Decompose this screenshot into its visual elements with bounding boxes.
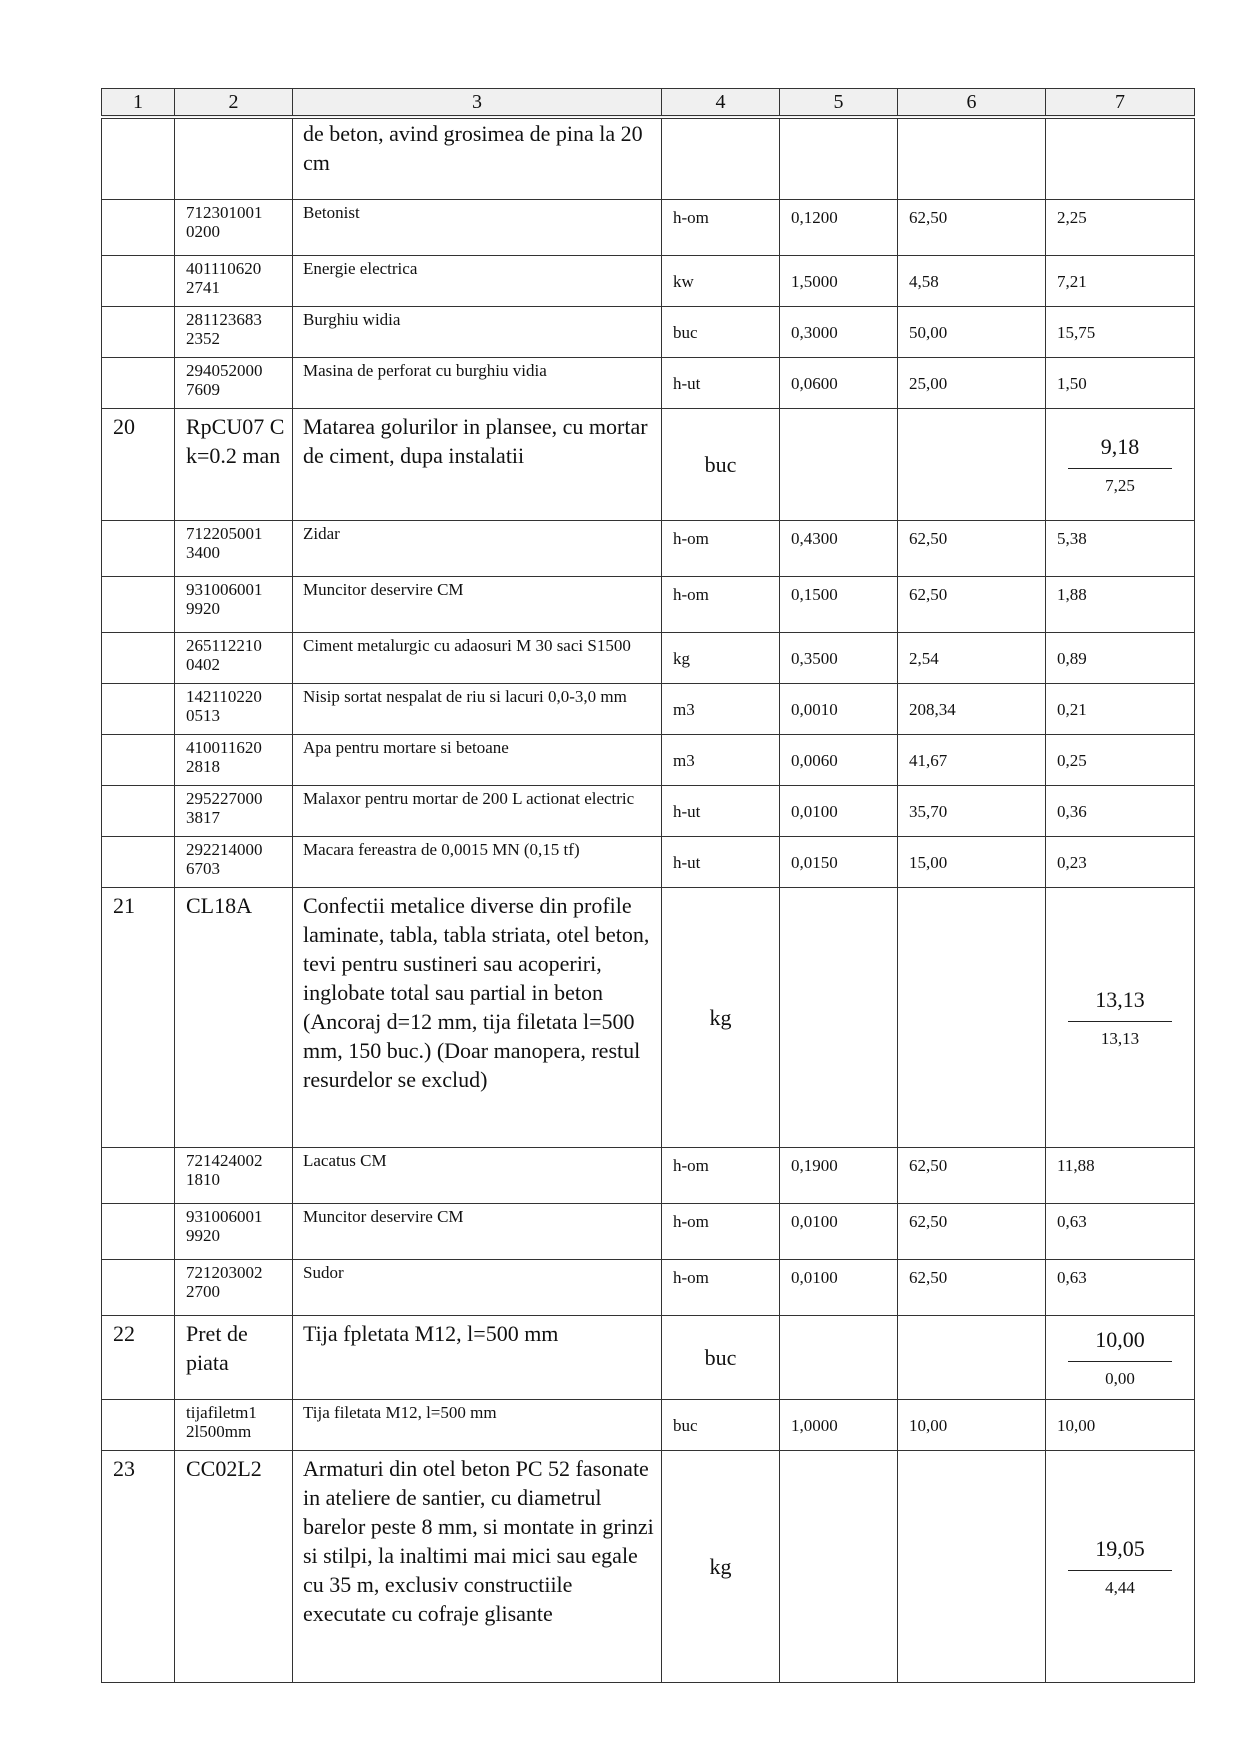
resource-quantity: 0,3000 bbox=[780, 307, 898, 358]
resource-unit-price: 62,50 bbox=[898, 200, 1046, 256]
article-total bbox=[1046, 1316, 1195, 1400]
resource-unit-price: 62,50 bbox=[898, 1260, 1046, 1316]
resource-row bbox=[102, 786, 1195, 837]
cell-empty bbox=[102, 1204, 175, 1260]
resource-unit-price: 35,70 bbox=[898, 786, 1046, 837]
resource-unit-price: 50,00 bbox=[898, 307, 1046, 358]
article-code: CL18A bbox=[175, 888, 293, 1148]
resource-unit: h-ut bbox=[662, 786, 780, 837]
resource-quantity: 0,0060 bbox=[780, 735, 898, 786]
resource-code: 294052000 7609 bbox=[175, 358, 293, 409]
cell-empty bbox=[102, 684, 175, 735]
resource-total: 15,75 bbox=[1046, 307, 1195, 358]
resource-quantity: 1,5000 bbox=[780, 256, 898, 307]
resource-code: 931006001 9920 bbox=[175, 1204, 293, 1260]
resource-total: 7,21 bbox=[1046, 256, 1195, 307]
cell-empty bbox=[102, 307, 175, 358]
article-row bbox=[102, 888, 1195, 1148]
resource-code: 292214000 6703 bbox=[175, 837, 293, 888]
cell-empty bbox=[102, 1400, 175, 1451]
resource-unit: h-ut bbox=[662, 358, 780, 409]
cell-empty bbox=[102, 735, 175, 786]
article-unit: buc bbox=[662, 409, 780, 521]
resource-total: 2,25 bbox=[1046, 200, 1195, 256]
resource-name: Malaxor pentru mortar de 200 L actionat electric bbox=[293, 786, 662, 837]
resource-code: 142110220 0513 bbox=[175, 684, 293, 735]
resource-quantity: 0,1500 bbox=[780, 577, 898, 633]
resource-quantity: 0,0600 bbox=[780, 358, 898, 409]
cell-empty bbox=[898, 1316, 1046, 1400]
article-description: Armaturi din otel beton PC 52 fasonate in ateliere de santier, cu diametrul barelor peste 8 mm, si montate in grinzi si stilpi, la inaltimi mai mici sau egale cu 35 m, exclusiv constructiile executate cu cofraje glisante bbox=[293, 1451, 662, 1683]
resource-total: 10,00 bbox=[1046, 1400, 1195, 1451]
resource-code: 265112210 0402 bbox=[175, 633, 293, 684]
article-number: 21 bbox=[102, 888, 175, 1148]
resource-name: Burghiu widia bbox=[293, 307, 662, 358]
resource-quantity: 0,3500 bbox=[780, 633, 898, 684]
total-value: 9,18 bbox=[1068, 432, 1172, 469]
resource-code: 721203002 2700 bbox=[175, 1260, 293, 1316]
resource-unit: h-ut bbox=[662, 837, 780, 888]
labour-value: 0,00 bbox=[1105, 1368, 1135, 1388]
estimate-table bbox=[101, 88, 1195, 1683]
resource-quantity: 0,0010 bbox=[780, 684, 898, 735]
resource-unit: h-om bbox=[662, 1148, 780, 1204]
col-header: 4 bbox=[662, 89, 780, 118]
total-fraction bbox=[1068, 985, 1172, 1050]
continuation-description: de beton, avind grosimea de pina la 20 cm bbox=[293, 117, 662, 200]
cell-empty bbox=[102, 117, 175, 200]
resource-unit-price: 62,50 bbox=[898, 1148, 1046, 1204]
article-row bbox=[102, 1316, 1195, 1400]
resource-total: 0,63 bbox=[1046, 1260, 1195, 1316]
article-unit: kg bbox=[662, 1451, 780, 1683]
resource-code: 721424002 1810 bbox=[175, 1148, 293, 1204]
resource-unit-price: 41,67 bbox=[898, 735, 1046, 786]
resource-code: 281123683 2352 bbox=[175, 307, 293, 358]
resource-unit: buc bbox=[662, 307, 780, 358]
resource-unit: m3 bbox=[662, 684, 780, 735]
resource-row bbox=[102, 1204, 1195, 1260]
resource-row bbox=[102, 684, 1195, 735]
cell-empty bbox=[780, 117, 898, 200]
cell-empty bbox=[898, 1451, 1046, 1683]
resource-total: 0,89 bbox=[1046, 633, 1195, 684]
resource-total: 0,36 bbox=[1046, 786, 1195, 837]
cell-empty bbox=[102, 521, 175, 577]
resource-unit-price: 4,58 bbox=[898, 256, 1046, 307]
resource-unit: h-om bbox=[662, 1204, 780, 1260]
resource-quantity: 0,0100 bbox=[780, 786, 898, 837]
resource-row bbox=[102, 735, 1195, 786]
resource-name: Ciment metalurgic cu adaosuri M 30 saci S1500 bbox=[293, 633, 662, 684]
resource-name: Energie electrica bbox=[293, 256, 662, 307]
resource-row bbox=[102, 1260, 1195, 1316]
resource-unit: buc bbox=[662, 1400, 780, 1451]
resource-quantity: 0,1900 bbox=[780, 1148, 898, 1204]
article-total bbox=[1046, 409, 1195, 521]
total-value: 10,00 bbox=[1068, 1325, 1172, 1362]
resource-name: Sudor bbox=[293, 1260, 662, 1316]
resource-unit-price: 2,54 bbox=[898, 633, 1046, 684]
resource-code: tijafiletm1 2l500mm bbox=[175, 1400, 293, 1451]
cell-empty bbox=[898, 409, 1046, 521]
cell-empty bbox=[102, 633, 175, 684]
resource-name: Lacatus CM bbox=[293, 1148, 662, 1204]
resource-total: 0,21 bbox=[1046, 684, 1195, 735]
cell-empty bbox=[102, 1148, 175, 1204]
resource-row bbox=[102, 521, 1195, 577]
resource-code: 401110620 2741 bbox=[175, 256, 293, 307]
resource-code: 712205001 3400 bbox=[175, 521, 293, 577]
resource-quantity: 0,0150 bbox=[780, 837, 898, 888]
resource-code: 295227000 3817 bbox=[175, 786, 293, 837]
resource-unit-price: 25,00 bbox=[898, 358, 1046, 409]
resource-total: 1,88 bbox=[1046, 577, 1195, 633]
article-unit: buc bbox=[662, 1316, 780, 1400]
continuation-row bbox=[102, 117, 1195, 200]
total-fraction bbox=[1068, 1534, 1172, 1599]
col-header: 1 bbox=[102, 89, 175, 118]
col-header: 5 bbox=[780, 89, 898, 118]
resource-unit-price: 10,00 bbox=[898, 1400, 1046, 1451]
article-description: Matarea golurilor in plansee, cu mortar de ciment, dupa instalatii bbox=[293, 409, 662, 521]
article-total bbox=[1046, 888, 1195, 1148]
resource-total: 0,25 bbox=[1046, 735, 1195, 786]
article-description: Tija fpletata M12, l=500 mm bbox=[293, 1316, 662, 1400]
resource-name: Tija filetata M12, l=500 mm bbox=[293, 1400, 662, 1451]
resource-unit-price: 208,34 bbox=[898, 684, 1046, 735]
resource-name: Apa pentru mortare si betoane bbox=[293, 735, 662, 786]
header-row bbox=[102, 89, 1195, 118]
resource-quantity: 0,1200 bbox=[780, 200, 898, 256]
cell-empty bbox=[102, 577, 175, 633]
resource-name: Muncitor deservire CM bbox=[293, 577, 662, 633]
cell-empty bbox=[175, 117, 293, 200]
resource-quantity: 0,0100 bbox=[780, 1204, 898, 1260]
cell-empty bbox=[102, 786, 175, 837]
resource-unit: h-om bbox=[662, 1260, 780, 1316]
resource-code: 712301001 0200 bbox=[175, 200, 293, 256]
article-unit: kg bbox=[662, 888, 780, 1148]
resource-unit-price: 62,50 bbox=[898, 577, 1046, 633]
total-value: 19,05 bbox=[1068, 1534, 1172, 1571]
resource-unit-price: 15,00 bbox=[898, 837, 1046, 888]
resource-unit: kg bbox=[662, 633, 780, 684]
cell-empty bbox=[780, 409, 898, 521]
resource-quantity: 0,4300 bbox=[780, 521, 898, 577]
resource-row bbox=[102, 1400, 1195, 1451]
labour-value: 4,44 bbox=[1105, 1577, 1135, 1597]
cell-empty bbox=[1046, 117, 1195, 200]
article-description: Confectii metalice diverse din profile laminate, tabla, tabla striata, otel beton, tevi pentru sustineri sau acoperiri, inglobate total sau partial in beton (Ancoraj d=12 mm, tija filetata l=500 mm, 150 buc.) (Doar manopera, restul resurdelor se exclud) bbox=[293, 888, 662, 1148]
cell-empty bbox=[662, 117, 780, 200]
cell-empty bbox=[102, 256, 175, 307]
article-number: 23 bbox=[102, 1451, 175, 1683]
article-code: RpCU07 C k=0.2 man bbox=[175, 409, 293, 521]
resource-code: 410011620 2818 bbox=[175, 735, 293, 786]
resource-total: 1,50 bbox=[1046, 358, 1195, 409]
article-row bbox=[102, 1451, 1195, 1683]
resource-code: 931006001 9920 bbox=[175, 577, 293, 633]
resource-row bbox=[102, 1148, 1195, 1204]
cell-empty bbox=[898, 117, 1046, 200]
resource-name: Nisip sortat nespalat de riu si lacuri 0,0-3,0 mm bbox=[293, 684, 662, 735]
total-fraction bbox=[1068, 1325, 1172, 1390]
cell-empty bbox=[898, 888, 1046, 1148]
resource-unit-price: 62,50 bbox=[898, 521, 1046, 577]
resource-row bbox=[102, 358, 1195, 409]
article-code: CC02L2 bbox=[175, 1451, 293, 1683]
resource-row bbox=[102, 307, 1195, 358]
resource-name: Zidar bbox=[293, 521, 662, 577]
cell-empty bbox=[780, 1316, 898, 1400]
total-value: 13,13 bbox=[1068, 985, 1172, 1022]
article-row bbox=[102, 409, 1195, 521]
resource-row bbox=[102, 256, 1195, 307]
article-code: Pret de piata bbox=[175, 1316, 293, 1400]
col-header: 7 bbox=[1046, 89, 1195, 118]
resource-name: Masina de perforat cu burghiu vidia bbox=[293, 358, 662, 409]
resource-row bbox=[102, 633, 1195, 684]
resource-unit: h-om bbox=[662, 577, 780, 633]
resource-unit-price: 62,50 bbox=[898, 1204, 1046, 1260]
resource-total: 0,63 bbox=[1046, 1204, 1195, 1260]
resource-unit: m3 bbox=[662, 735, 780, 786]
cell-empty bbox=[102, 837, 175, 888]
resource-quantity: 0,0100 bbox=[780, 1260, 898, 1316]
labour-value: 7,25 bbox=[1105, 475, 1135, 495]
resource-total: 5,38 bbox=[1046, 521, 1195, 577]
cell-empty bbox=[102, 1260, 175, 1316]
labour-value: 13,13 bbox=[1100, 1028, 1140, 1048]
resource-total: 11,88 bbox=[1046, 1148, 1195, 1204]
cell-empty bbox=[780, 1451, 898, 1683]
resource-name: Muncitor deservire CM bbox=[293, 1204, 662, 1260]
article-total bbox=[1046, 1451, 1195, 1683]
resource-unit: h-om bbox=[662, 521, 780, 577]
resource-name: Betonist bbox=[293, 200, 662, 256]
resource-row bbox=[102, 577, 1195, 633]
resource-unit: kw bbox=[662, 256, 780, 307]
cell-empty bbox=[102, 358, 175, 409]
cell-empty bbox=[780, 888, 898, 1148]
col-header: 2 bbox=[175, 89, 293, 118]
total-fraction bbox=[1068, 432, 1172, 497]
article-number: 20 bbox=[102, 409, 175, 521]
article-number: 22 bbox=[102, 1316, 175, 1400]
cell-empty bbox=[102, 200, 175, 256]
resource-name: Macara fereastra de 0,0015 MN (0,15 tf) bbox=[293, 837, 662, 888]
col-header: 3 bbox=[293, 89, 662, 118]
resource-unit: h-om bbox=[662, 200, 780, 256]
resource-row bbox=[102, 200, 1195, 256]
resource-total: 0,23 bbox=[1046, 837, 1195, 888]
resource-quantity: 1,0000 bbox=[780, 1400, 898, 1451]
col-header: 6 bbox=[898, 89, 1046, 118]
resource-row bbox=[102, 837, 1195, 888]
